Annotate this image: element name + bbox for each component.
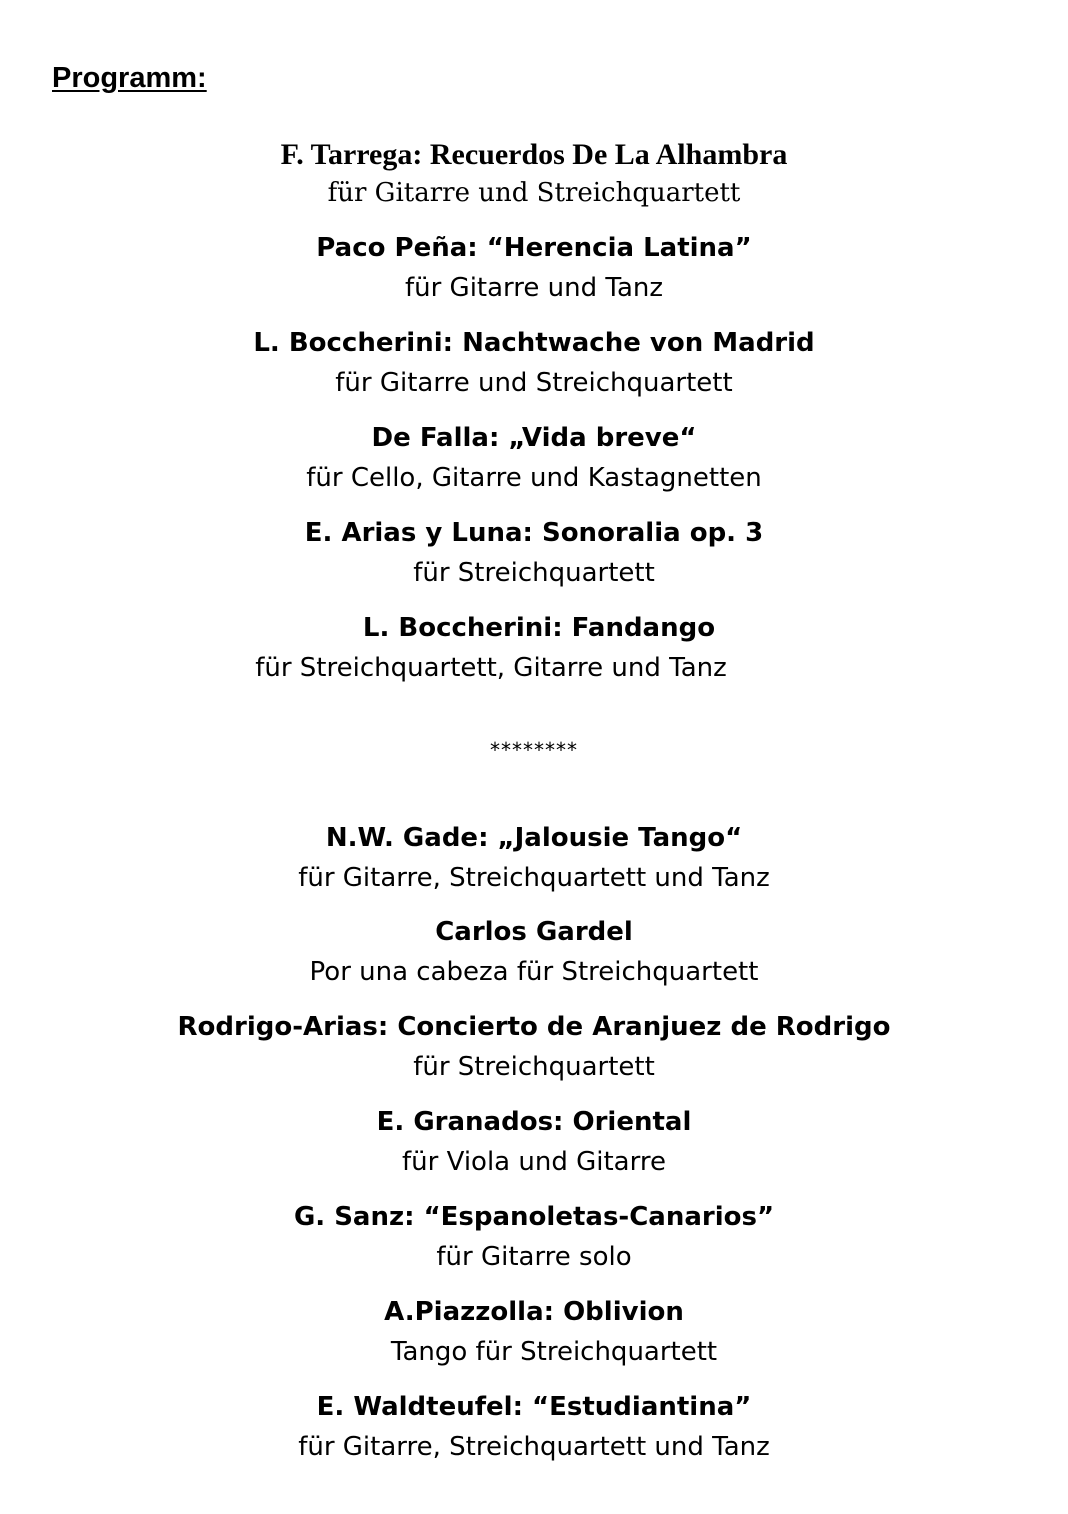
piece-instrumentation: für Gitarre, Streichquartett und Tanz <box>298 863 770 893</box>
piece-instrumentation: für Streichquartett <box>413 1052 655 1082</box>
piece-instrumentation: für Gitarre und Streichquartett <box>335 368 733 398</box>
program-item <box>0 914 1068 990</box>
piece-instrumentation: für Streichquartett, Gitarre und Tanz <box>255 653 727 683</box>
program-item <box>0 1389 1068 1465</box>
piece-instrumentation: Tango für Streichquartett <box>390 1337 718 1367</box>
piece-instrumentation: für Gitarre, Streichquartett und Tanz <box>298 1432 770 1462</box>
piece-title: F. Tarrega: Recuerdos De La Alhambra <box>280 138 788 171</box>
program-item <box>0 1009 1068 1085</box>
piece-title: De Falla: „Vida breve“ <box>371 423 697 453</box>
piece-instrumentation: für Gitarre und Streichquartett <box>327 178 741 208</box>
program-item <box>0 1294 1068 1370</box>
piece-instrumentation: für Viola und Gitarre <box>402 1147 666 1177</box>
piece-instrumentation: für Gitarre solo <box>436 1242 632 1272</box>
piece-instrumentation: für Streichquartett <box>413 558 655 588</box>
piece-title: E. Waldteufel: “Estudiantina” <box>316 1392 752 1422</box>
piece-title: E. Arias y Luna: Sonoralia op. 3 <box>304 518 764 548</box>
program-item <box>0 230 1068 306</box>
program-item <box>0 325 1068 401</box>
piece-title: L. Boccherini: Nachtwache von Madrid <box>253 328 815 358</box>
piece-instrumentation: für Gitarre und Tanz <box>404 273 664 303</box>
piece-instrumentation: für Cello, Gitarre und Kastagnetten <box>306 463 762 493</box>
program-item <box>0 610 1068 686</box>
piece-title: Rodrigo-Arias: Concierto de Aranjuez de Rodrigo <box>177 1012 891 1042</box>
piece-title: A.Piazzolla: Oblivion <box>384 1297 684 1327</box>
piece-title: N.W. Gade: „Jalousie Tango“ <box>325 823 743 853</box>
program-item <box>0 1104 1068 1180</box>
piece-title: E. Granados: Oriental <box>376 1107 692 1137</box>
program-item <box>0 1199 1068 1275</box>
intermission-divider: ******** <box>490 738 578 762</box>
program-item <box>0 420 1068 496</box>
piece-title: Paco Peña: “Herencia Latina” <box>316 233 752 263</box>
piece-title: Carlos Gardel <box>435 917 633 947</box>
piece-title: L. Boccherini: Fandango <box>362 613 716 643</box>
program-item <box>0 137 1068 211</box>
program-item <box>0 515 1068 591</box>
piece-instrumentation: Por una cabeza für Streichquartett <box>309 957 759 987</box>
program-heading: Programm: <box>52 62 207 94</box>
program-item <box>0 820 1068 896</box>
piece-title: G. Sanz: “Espanoletas-Canarios” <box>293 1202 775 1232</box>
